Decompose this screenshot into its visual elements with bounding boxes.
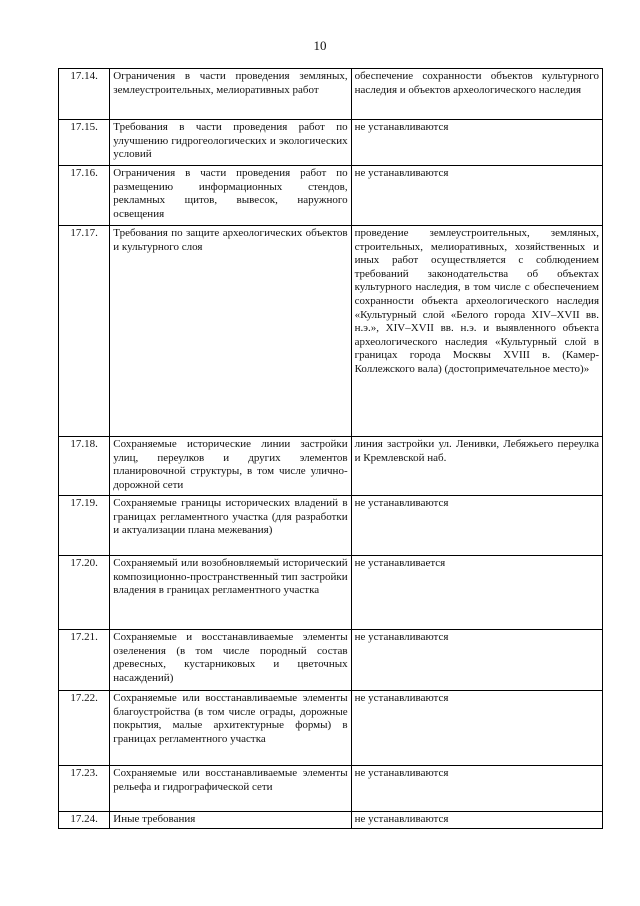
row-number: 17.15.: [59, 120, 110, 166]
requirement-value: не устанавливаются: [351, 630, 602, 691]
row-number: 17.14.: [59, 69, 110, 120]
table-row: [59, 556, 603, 630]
row-number: 17.21.: [59, 630, 110, 691]
row-number: 17.17.: [59, 226, 110, 437]
requirement-value: не устанавливается: [351, 556, 602, 630]
table-row: [59, 630, 603, 691]
table-row: [59, 766, 603, 812]
row-number: 17.19.: [59, 496, 110, 556]
requirement-name: Сохраняемые и восстанавливаемые элементы озеленения (в том числе породный состав древесных, кустарниковых и цветочных насаждений): [110, 630, 351, 691]
requirement-name: Ограничения в части проведения земляных, землеустроительных, мелиоративных работ: [110, 69, 351, 120]
table-row: [59, 120, 603, 166]
table-row: [59, 226, 603, 437]
requirement-name: Сохраняемые исторические линии застройки улиц, переулков и других элементов планировочной структуры, в том числе улично-дорожной сети: [110, 437, 351, 496]
table-row: [59, 812, 603, 829]
row-number: 17.22.: [59, 691, 110, 766]
row-number: 17.20.: [59, 556, 110, 630]
row-number: 17.18.: [59, 437, 110, 496]
requirement-value: не устанавливаются: [351, 766, 602, 812]
row-number: 17.16.: [59, 166, 110, 226]
requirement-name: Сохраняемые границы исторических владений в границах регламентного участка (для разработки и актуализации плана межевания): [110, 496, 351, 556]
requirement-value: не устанавливаются: [351, 496, 602, 556]
requirement-name: Сохраняемые или восстанавливаемые элементы благоустройства (в том числе ограды, дорожные покрытия, малые архитектурные формы) в границах регламентного участка: [110, 691, 351, 766]
requirement-value: линия застройки ул. Ленивки, Лебяжьего переулка и Кремлевской наб.: [351, 437, 602, 496]
requirement-value: проведение землеустроительных, земляных, строительных, мелиоративных, хозяйственных и иных работ осуществляется с соблюдением требований законодательства об объектах культурного наследия, в том числе с обеспечением сохранности объекта археологического наследия «Культурный слой «Белого города XIV–XVII вв. н.э.», XIV–XVII вв. н.э. и выявленного объекта археологического наследия «Культурный слой в границах города Москвы XVIII в. (Камер-Коллежского вала) (достопримечательное место)»: [351, 226, 602, 437]
table-body: [59, 69, 603, 829]
page-number: 10: [313, 38, 327, 53]
table-row: [59, 69, 603, 120]
row-number: 17.24.: [59, 812, 110, 829]
requirement-value: обеспечение сохранности объектов культурного наследия и объектов археологического наследия: [351, 69, 602, 120]
requirement-name: Требования по защите археологических объектов и культурного слоя: [110, 226, 351, 437]
table-row: [59, 496, 603, 556]
requirement-name: Сохраняемый или возобновляемый исторический композиционно-пространственный тип застройки владения в границах регламентного участка: [110, 556, 351, 630]
requirement-value: не устанавливаются: [351, 691, 602, 766]
requirement-name: Сохраняемые или восстанавливаемые элементы рельефа и гидрографической сети: [110, 766, 351, 812]
regulations-table: [58, 68, 603, 829]
requirement-value: не устанавливаются: [351, 166, 602, 226]
requirement-name: Иные требования: [110, 812, 351, 829]
table-row: [59, 691, 603, 766]
table-row: [59, 437, 603, 496]
requirement-value: не устанавливаются: [351, 812, 602, 829]
table-row: [59, 166, 603, 226]
row-number: 17.23.: [59, 766, 110, 812]
requirement-name: Требования в части проведения работ по улучшению гидрогеологических и экологических условий: [110, 120, 351, 166]
requirement-name: Ограничения в части проведения работ по размещению информационных стендов, рекламных щитов, вывесок, наружного освещения: [110, 166, 351, 226]
requirement-value: не устанавливаются: [351, 120, 602, 166]
